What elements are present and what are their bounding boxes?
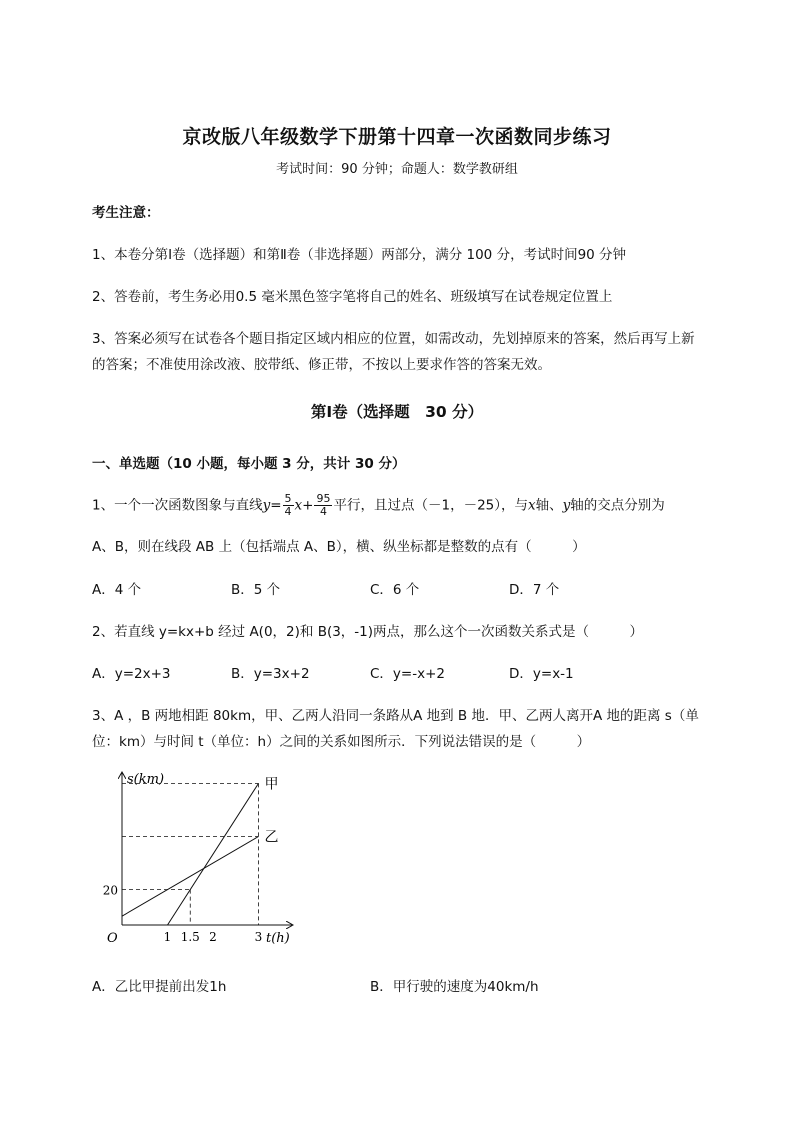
q3-option-b: B．甲行驶的速度为40km/h: [370, 979, 539, 995]
q2-option-a: A．y=2x+3: [92, 666, 171, 682]
q1-option-c: C．6 个: [370, 582, 420, 598]
page-title: 京改版八年级数学下册第十四章一次函数同步练习: [182, 126, 612, 148]
question-2: 2、若直线 y=kx+b 经过 A(0，2)和 B(3，-1)两点，那么这个一次函数关系式是（ ）: [92, 624, 644, 640]
q2-option-b: B．y=3x+2: [231, 666, 310, 682]
notice-item-2: 2、答卷前，考生务必用0.5 毫米黑色签字笔将自己的姓名、班级填写在试卷规定位置上: [92, 289, 613, 305]
fraction-2: $\frac{95}{4}$: [316, 492, 331, 518]
q1-option-d: D．7 个: [509, 582, 560, 598]
q2-option-d: D．y=x-1: [509, 666, 574, 682]
q1-option-b: B．5 个: [231, 582, 281, 598]
exam-info: 考试时间：90 分钟；命题人：数学教研组: [276, 162, 518, 177]
q3-option-a: A．乙比甲提前出发1h: [92, 979, 227, 995]
y-axis-label: s(km): [127, 772, 165, 787]
question-3: 3、A ，B 两地相距 80km，甲、乙两人沿同一条路从A 地到 B 地．甲、乙两人离开A 地的距离 s（单: [92, 708, 699, 724]
notice-heading: 考生注意：: [92, 205, 160, 221]
x-tick-label: 1: [163, 930, 172, 944]
y-tick-label: 20: [102, 883, 118, 898]
x-tick-label: 3: [254, 930, 263, 944]
part-one-title: 第Ⅰ卷（选择题 30 分）: [310, 403, 484, 421]
origin-label: O: [107, 931, 118, 946]
notice-item-1: 1、本卷分第Ⅰ卷（选择题）和第Ⅱ卷（非选择题）两部分，满分 100 分，考试时间90 分钟: [92, 247, 627, 263]
distance-time-chart: [100, 765, 300, 950]
question-3-line-2: 位：km）与时间 t（单位：h）之间的关系如图所示．下列说法错误的是（ ）: [92, 734, 591, 750]
x-tick-label: 2: [209, 930, 217, 944]
series-label-1: 甲: [264, 776, 279, 793]
question-1: 1、一个一次函数图象与直线y= $\frac{5}{4}$ x+ $\frac{95}{4}$ 平行，且过点（－1，－25），与x轴、y轴的交点分别为: [92, 492, 665, 518]
question-1-line-2: A、B，则在线段 AB 上（包括端点 A、B），横、纵坐标都是整数的点有（ ）: [92, 539, 586, 555]
q2-option-c: C．y=-x+2: [370, 666, 445, 682]
x-tick-label: 1.5: [180, 930, 200, 944]
x-axis-label: t(h): [266, 931, 290, 946]
notice-item-3: 3、答案必须写在试卷各个题目指定区域内相应的位置，如需改动，先划掉原来的答案，然后再写上新: [92, 331, 695, 347]
section-heading: 一、单选题（10 小题，每小题 3 分，共计 30 分）: [92, 456, 406, 472]
fraction-1: $\frac{5}{4}$: [284, 492, 292, 518]
q1-option-a: A．4 个: [92, 582, 142, 598]
series-label-2: 乙: [264, 829, 279, 846]
notice-item-3-cont: 的答案；不准使用涂改液、胶带纸、修正带，不按以上要求作答的答案无效。: [92, 357, 551, 373]
series-line-1: [168, 783, 259, 925]
